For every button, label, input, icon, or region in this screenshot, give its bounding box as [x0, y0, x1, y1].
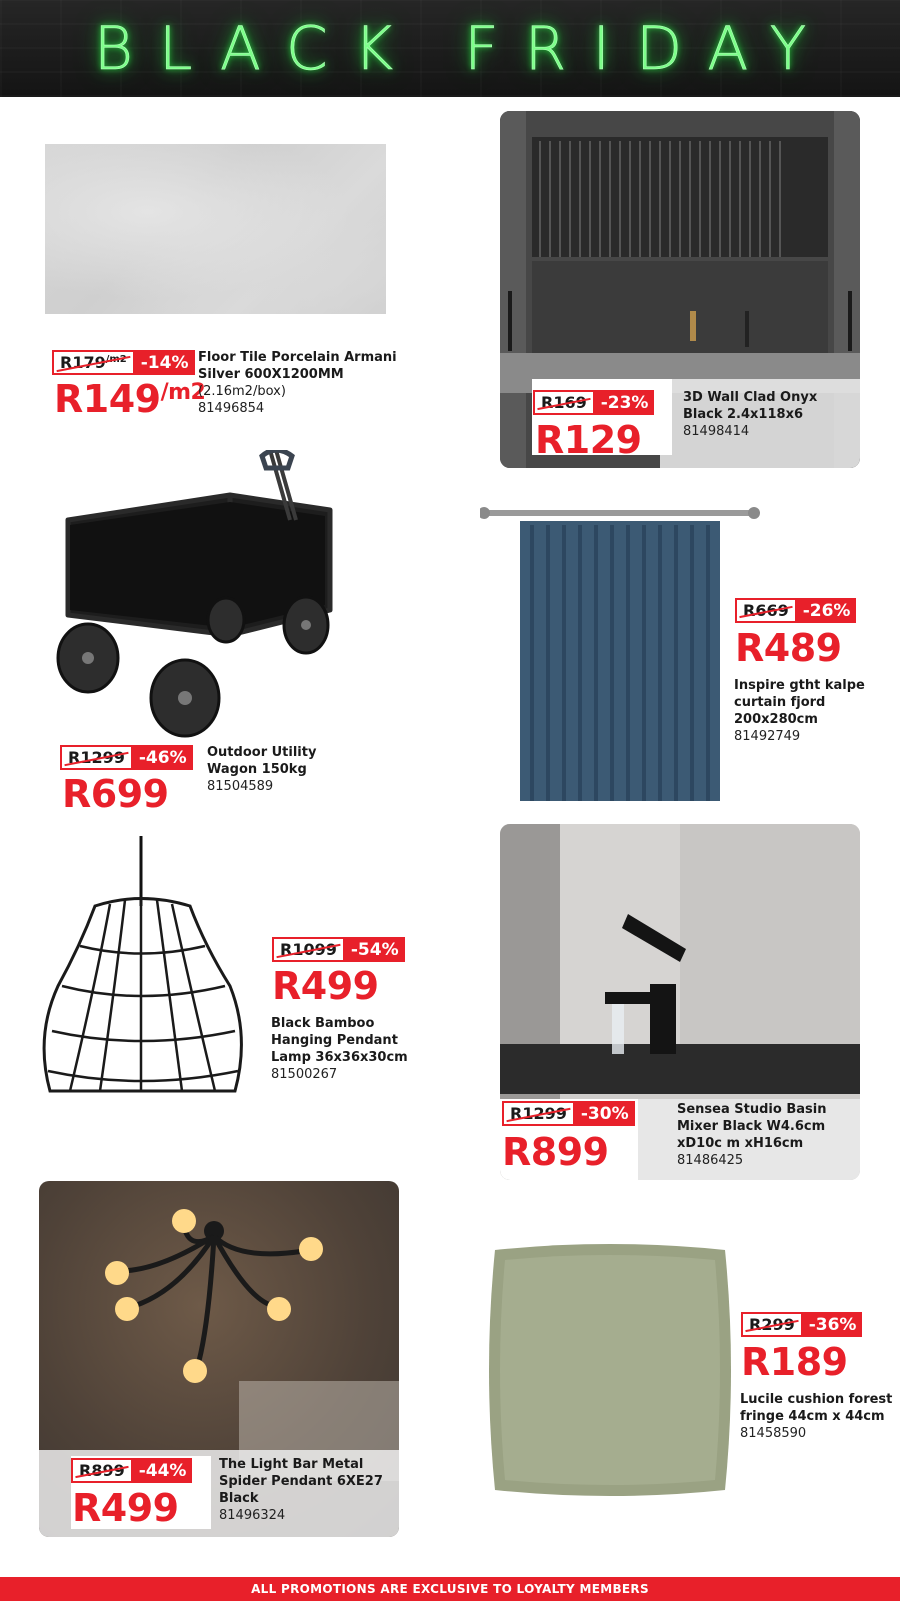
product-code: 81496324	[219, 1508, 286, 1523]
was-price-tag	[60, 745, 193, 770]
was-price: R299	[741, 1312, 803, 1337]
sale-price: R499	[272, 964, 379, 1008]
was-price: R1299	[502, 1101, 575, 1126]
floor-tile-image	[45, 144, 386, 314]
product-code: 81500267	[271, 1067, 338, 1082]
was-price-tag	[502, 1101, 635, 1126]
product-card-curtain[interactable]	[480, 505, 760, 805]
product-card-cushion[interactable]	[485, 1240, 735, 1500]
loyalty-footer: ALL PROMOTIONS ARE EXCLUSIVE TO LOYALTY MEMBERS	[0, 1577, 900, 1601]
product-description: Black Bamboo Hanging Pendant Lamp 36x36x30cm	[271, 1016, 408, 1065]
discount-badge: -23%	[595, 390, 655, 415]
was-price: R899	[71, 1458, 133, 1483]
product-description: The Light Bar Metal Spider Pendant 6XE27 Black	[219, 1457, 383, 1506]
black-friday-banner	[0, 0, 900, 97]
was-price-tag	[741, 1312, 862, 1337]
was-price-tag	[735, 598, 856, 623]
product-code: 81496854	[198, 401, 265, 416]
product-code: 81486425	[677, 1153, 744, 1168]
discount-badge: -14%	[135, 350, 195, 375]
was-price-tag	[533, 390, 654, 415]
cushion-image	[485, 1240, 735, 1500]
product-description: 3D Wall Clad Onyx Black 2.4x118x6	[683, 390, 818, 422]
product-description: Sensea Studio Basin Mixer Black W4.6cm xD10c m xH16cm	[677, 1102, 827, 1151]
product-card-pendant-lamp[interactable]	[40, 836, 250, 1116]
product-description: Outdoor Utility Wagon 150kg	[207, 745, 317, 777]
was-price: R669	[735, 598, 797, 623]
product-description: Inspire gtht kalpe curtain fjord 200x280cm	[734, 678, 865, 727]
discount-badge: -54%	[345, 937, 405, 962]
discount-badge: -36%	[803, 1312, 863, 1337]
wagon-image	[40, 450, 350, 750]
sale-price: $R149^{/m2}$	[54, 377, 206, 421]
pendant-lamp-image	[40, 836, 250, 1116]
curtain-image	[480, 505, 760, 805]
discount-badge: -46%	[133, 745, 193, 770]
sale-price: R499	[72, 1486, 179, 1530]
product-code: 81458590	[740, 1426, 807, 1441]
was-price-tag	[52, 350, 195, 375]
was-price: R169	[533, 390, 595, 415]
product-card-wagon[interactable]	[40, 450, 350, 750]
product-code: 81492749	[734, 729, 801, 744]
banner-title: BLACK FRIDAY	[93, 13, 833, 84]
product-description: Floor Tile Porcelain Armani Silver 600X1200MM (2.16m2/box)	[198, 350, 397, 399]
discount-badge: -26%	[797, 598, 857, 623]
was-price-tag	[272, 937, 405, 962]
was-price: R179	[60, 353, 106, 372]
was-price: R1099	[272, 937, 345, 962]
sale-price: R189	[741, 1340, 848, 1384]
product-description: Lucile cushion forest fringe 44cm x 44cm	[740, 1392, 893, 1424]
sale-price: R129	[535, 418, 642, 462]
discount-badge: -30%	[575, 1101, 635, 1126]
was-price-unit: /m2	[105, 354, 127, 365]
sale-price: R489	[735, 626, 842, 670]
sale-price: R899	[502, 1130, 609, 1174]
discount-badge: -44%	[133, 1458, 193, 1483]
sale-price: R699	[62, 772, 169, 816]
was-price: R1299	[60, 745, 133, 770]
product-code: 81504589	[207, 779, 274, 794]
was-price-tag	[71, 1458, 192, 1483]
product-code: 81498414	[683, 424, 750, 439]
